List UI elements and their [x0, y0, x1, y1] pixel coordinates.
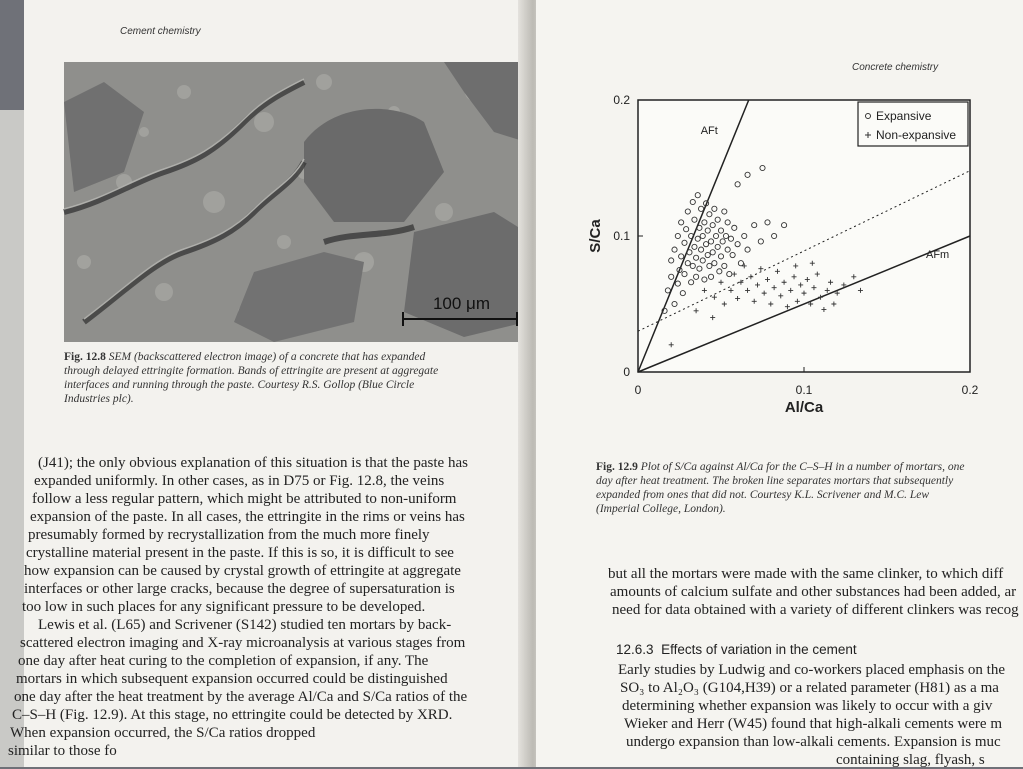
running-head: Cement chemistry [120, 26, 201, 37]
section-number: 12.6.3 [616, 642, 654, 657]
x-tick-label: 0 [634, 383, 642, 397]
body-line: Wieker and Herr (W45) found that high-alkali cements were m [624, 716, 1002, 732]
body-line: containing slag, flyash, s [836, 752, 985, 768]
line-label: AFt [700, 125, 718, 137]
right-page [536, 0, 1023, 767]
body-line: presumably formed by recrystallization from the much more finely [28, 527, 430, 543]
line-label: AFm [926, 249, 950, 261]
left-page [8, 0, 528, 767]
body-line: mortars in which subsequent expansion occurred could be distinguished [16, 671, 448, 687]
body-line: scattered electron imaging and X-ray microanalysis at various stages from [20, 635, 466, 651]
section-heading [616, 642, 857, 657]
body-line: SO₃ to Al₂O₃ (G104,H39) or a related parameter (H81) as a ma [620, 680, 999, 696]
caption-line: SEM (backscattered electron image) of a concrete that has expanded [108, 351, 426, 363]
running-head: Concrete chemistry [852, 62, 939, 73]
body-line: follow a less regular pattern, which might be attributed to non-uniform [32, 491, 457, 507]
y-tick-label: 0 [623, 365, 630, 379]
body-line: one day after heat curing to the completion of expansion, if any. The [18, 653, 429, 669]
body-line: how expansion can be caused by crystal growth of ettringite at aggregate [24, 563, 461, 579]
scale-bar [402, 318, 518, 320]
y-axis-label: S/Ca [587, 219, 604, 253]
figure-caption [596, 460, 1023, 516]
body-line: need for data obtained with a variety of different clinkers was recog [612, 602, 1019, 618]
sem-micrograph [64, 62, 526, 342]
caption-line: through delayed ettringite formation. Bands of ettringite are present at aggregate [64, 365, 439, 377]
body-line: interfaces or other large cracks, because the degree of supersaturation is [24, 581, 455, 597]
caption-line: interfaces and running through the paste. Courtesy R.S. Gollop (Blue Circle [64, 379, 415, 391]
body-line: too low in such places for any significant pressure to be developed. [22, 599, 426, 615]
body-line: Early studies by Ludwig and co-workers placed emphasis on the [618, 662, 1005, 678]
y-tick-label: 0.2 [613, 93, 630, 107]
body-line: Lewis et al. (L65) and Scrivener (S142) studied ten mortars by back- [38, 617, 452, 633]
scatter-chart [556, 90, 1001, 420]
body-line: expansion of the paste. In all cases, the ettringite in the rims or veins has [30, 509, 465, 525]
body-line: but all the mortars were made with the same clinker, to which diff [608, 566, 1004, 582]
body-line: When expansion occurred, the S/Ca ratios dropped [10, 725, 316, 741]
body-line: expanded uniformly. In other cases, as in D75 or Fig. 12.8, the veins [34, 473, 445, 489]
caption-line: expanded from ones that did not. Courtesy K.L. Scrivener and M.C. Lew [596, 489, 930, 501]
caption-line: Plot of S/Ca against Al/Ca for the C–S–H in a number of mortars, one [640, 461, 965, 473]
caption-line: Industries plc). [64, 393, 134, 405]
body-line: determining whether expansion was likely to occur with a giv [622, 698, 993, 714]
body-line: undergo expansion than low-alkali cements. Expansion is muc [626, 734, 1001, 750]
body-line: (J41); the only obvious explanation of this situation is that the paste has [38, 455, 468, 471]
legend-label-expansive: Expansive [876, 109, 932, 123]
section-title: Effects of variation in the cement [661, 642, 857, 657]
figure-caption [64, 350, 526, 406]
body-line: one day after the heat treatment by the average Al/Ca and S/Ca ratios of the [14, 689, 468, 705]
legend-label-non-expansive: Non-expansive [876, 128, 957, 142]
body-line: crystalline material present in the paste. If this is so, it is difficult to see [26, 545, 454, 561]
caption-line: day after heat treatment. The broken line separates mortars that subsequently [596, 475, 954, 487]
x-tick-label: 0.1 [795, 383, 813, 397]
caption-label: Fig. 12.8 [64, 351, 106, 363]
x-axis-label: Al/Ca [784, 399, 824, 416]
x-tick-label: 0.2 [961, 383, 979, 397]
body-line: amounts of calcium sulfate and other substances had been added, ar [610, 584, 1017, 600]
caption-line: (Imperial College, London). [596, 503, 726, 515]
scale-bar-label: 100 μm [432, 294, 490, 313]
body-line: similar to those fo [8, 743, 117, 759]
body-line: C–S–H (Fig. 12.9). At this stage, no ettringite could be detected by XRD. [12, 707, 453, 723]
y-tick-label: 0.1 [613, 229, 630, 243]
caption-label: Fig. 12.9 [596, 461, 638, 473]
